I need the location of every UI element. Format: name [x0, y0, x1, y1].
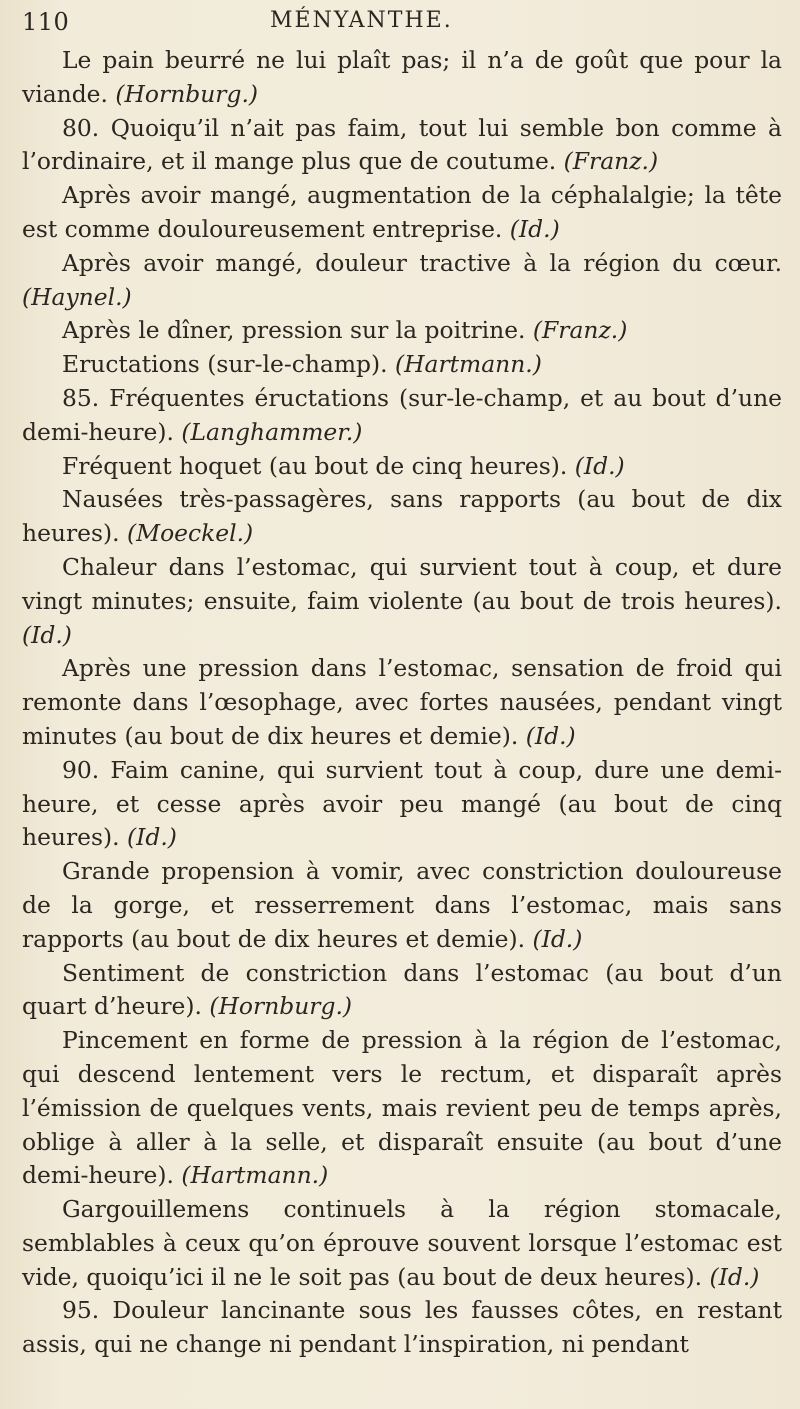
source-reference: (Moeckel.) [127, 519, 254, 548]
source-reference: (Hartmann.) [395, 350, 542, 379]
source-reference: (Id.) [709, 1262, 760, 1291]
body-text [22, 44, 782, 1362]
source-reference: (Haynel.) [22, 282, 132, 311]
source-reference: (Id.) [574, 451, 625, 480]
symptom-paragraph: Après avoir mangé, augmentation de la céphalalgie; la tête est comme douloureusement entreprise. (Id.) [22, 181, 782, 243]
source-reference: (Hornburg.) [209, 992, 353, 1021]
symptom-paragraph: Sentiment de constriction dans l’estomac (au bout d’un quart d’heure). (Hornburg.) [22, 958, 782, 1021]
source-reference: (Hornburg.) [115, 79, 259, 108]
symptom-paragraph: Nausées très-passagères, sans rapports (au bout de dix heures). (Moeckel.) [22, 485, 782, 548]
symptom-paragraph: Gargouillemens continuels à la région stomacale, semblables à ceux qu’on éprouve souvent lorsque l’estomac est vide, quoiqu’ici il ne le soit pas (au bout de deux heures). (Id.) [22, 1195, 782, 1291]
symptom-paragraph: Eructations (sur-le-champ). (Hartmann.) [62, 350, 542, 379]
source-reference: (Hartmann.) [181, 1161, 329, 1190]
source-reference: (Id.) [509, 214, 560, 243]
symptom-paragraph: Pincement en forme de pression à la région de l’estomac, qui descend lentement vers le rectum, et disparaît après l’émission de quelques vents, mais revient peu de temps après, oblige à aller à la selle, et disparaît ensuite (au bout d’une demi-heure). (Hartmann.) [22, 1026, 782, 1190]
symptom-paragraph: Le pain beurré ne lui plaît pas; il n’a de goût que pour la viande. (Hornburg.) [22, 46, 782, 108]
running-title: MÉNYANTHE. [270, 8, 453, 33]
symptom-paragraph: 90. Faim canine, qui survient tout à coup, dure une demi-heure, et cesse après avoir peu mangé (au bout de cinq heures). (Id.) [22, 755, 782, 852]
symptom-paragraph: 80. Quoiqu’il n’ait pas faim, tout lui semble bon comme à l’ordinaire, et il mange plus que de coutume. (Franz.) [22, 113, 783, 176]
page-header [22, 8, 762, 44]
source-reference: (Langhammer.) [181, 417, 363, 446]
source-reference: (Id.) [22, 620, 72, 649]
symptom-paragraph: Après le dîner, pression sur la poitrine. (Franz.) [62, 316, 628, 345]
symptom-paragraph: Après une pression dans l’estomac, sensation de froid qui remonte dans l’œsophage, avec fortes nausées, pendant vingt minutes (au bout de dix heures et demie). (Id.) [22, 654, 782, 750]
source-reference: (Franz.) [532, 316, 628, 345]
page-number: 110 [22, 8, 70, 36]
source-reference: (Id.) [532, 924, 583, 953]
symptom-paragraph: Après avoir mangé, douleur tractive à la région du cœur. (Haynel.) [22, 248, 782, 311]
symptom-paragraph: Grande propension à vomir, avec constriction douloureuse de la gorge, et resserrement dans l’estomac, mais sans rapports (au bout de dix heures et demie). (Id.) [22, 857, 782, 953]
source-reference: (Id.) [525, 721, 576, 750]
symptom-paragraph: 95. Douleur lancinante sous les fausses côtes, en restant assis, qui ne change ni pendant l’inspiration, ni pendant [22, 1296, 783, 1359]
symptom-paragraph: Chaleur dans l’estomac, qui survient tout à coup, et dure vingt minutes; ensuite, faim violente (au bout de trois heures). (Id.) [22, 552, 782, 649]
symptom-paragraph: Fréquent hoquet (au bout de cinq heures). (Id.) [62, 451, 625, 480]
symptom-paragraph: 85. Fréquentes éructations (sur-le-champ, et au bout d’une demi-heure). (Langhammer.) [22, 383, 782, 446]
source-reference: (Id.) [127, 823, 177, 852]
source-reference: (Franz.) [563, 147, 659, 176]
